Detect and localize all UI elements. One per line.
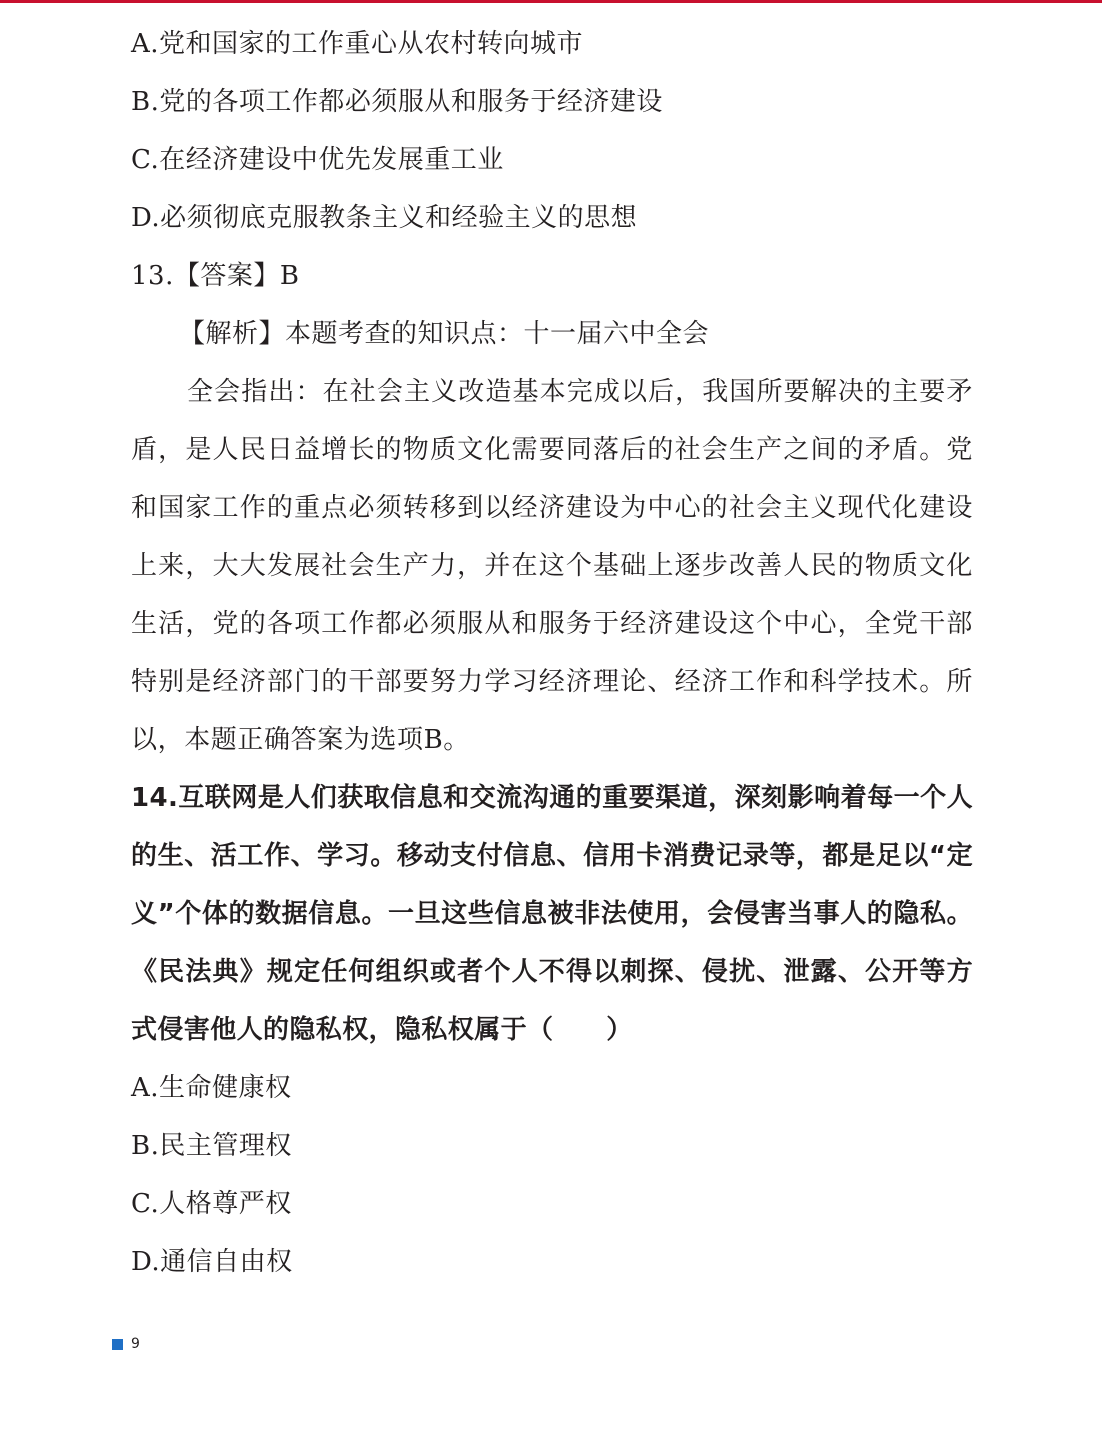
q14-option-b: B.民主管理权 — [131, 1131, 292, 1161]
q13-explanation: 全会指出：在社会主义改造基本完成以后，我国所要解决的主要矛盾，是人民日益增长的物质文化需要同落后的社会生产之间的矛盾。党和国家工作的重点必须转移到以经济建设为中心的社会主义现代化建设上来，大大发展社会生产力，并在这个基础上逐步改善人民的物质文化生活，党的各项工作都必须服从和服务于经济建设这个中心，全党干部特别是经济部门的干部要努力学习经济理论、经济工作和科学技术。所以，本题正确答案为选项B。 — [131, 377, 973, 755]
q14-option-c: C.人格尊严权 — [131, 1189, 292, 1219]
page-footer — [112, 1334, 140, 1354]
q14-option-d: D.通信自由权 — [131, 1247, 293, 1277]
q12-option-a: A.党和国家的工作重心从农村转向城市 — [131, 29, 584, 59]
page-content — [131, 15, 973, 1291]
q12-option-b: B.党的各项工作都必须服从和服务于经济建设 — [131, 87, 663, 117]
page-marker-square-icon — [112, 1339, 123, 1350]
q14-stem: 14.互联网是人们获取信息和交流沟通的重要渠道，深刻影响着每一个人的生、活工作、学习。移动支付信息、信用卡消费记录等，都是足以“定义”个体的数据信息。一旦这些信息被非法使用，会侵害当事人的隐私。《民法典》规定任何组织或者个人不得以刺探、侵扰、泄露、公开等方式侵害他人的隐私权，隐私权属于（ ） — [131, 783, 973, 1045]
q13-answer: 13.【答案】B — [131, 261, 300, 291]
page-number: 9 — [131, 1336, 140, 1352]
q12-option-d: D.必须彻底克服教条主义和经验主义的思想 — [131, 203, 638, 233]
top-rule — [0, 0, 1102, 3]
q14-option-a: A.生命健康权 — [131, 1073, 292, 1103]
q13-analysis-heading: 【解析】本题考查的知识点：十一届六中全会 — [179, 319, 710, 349]
q12-option-c: C.在经济建设中优先发展重工业 — [131, 145, 504, 175]
